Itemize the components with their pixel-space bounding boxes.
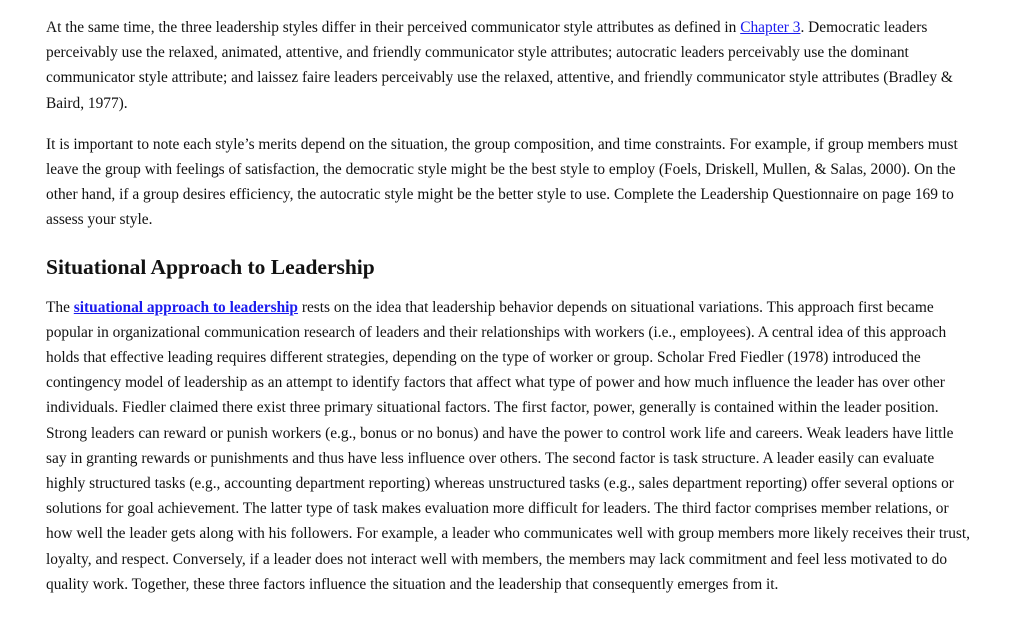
- paragraph-text: . Democratic leaders perceivably use the relaxed, animated, attentive, and friendly communicator style attributes; autocratic leaders perceivably use the dominant communicator style attribute; and laissez faire leaders perceivably use the relaxed, attentive, and friendly communicator style attributes (Bradley & Baird, 1977).: [46, 19, 953, 112]
- paragraph-style-merits: It is important to note each style’s merits depend on the situation, the group composition, and time constraints. For example, if group members must leave the group with feelings of satisfaction, the democratic style might be the best style to employ (Foels, Driskell, Mullen, & Salas, 2000). On the other hand, if a group desires efficiency, the autocratic style might be the better style to use. Complete the Leadership Questionnaire on page 169 to assess your style.: [46, 135, 958, 229]
- paragraph-text: The: [46, 298, 74, 316]
- paragraph-situational-approach: [46, 295, 976, 597]
- section-heading: Situational Approach to Leadership: [46, 254, 375, 279]
- chapter-3-link[interactable]: Chapter 3: [740, 19, 801, 36]
- paragraph-communicator-styles: [46, 15, 976, 116]
- situational-approach-link[interactable]: situational approach to leadership: [73, 298, 298, 316]
- article-content: [46, 15, 976, 597]
- paragraph-text: rests on the idea that leadership behavior depends on situational variations. This approach first became popular in organizational communication research of leaders and their relationships with workers (i.e., employees). A central idea of this approach holds that effective leading requires different strategies, depending on the type of worker or group. Scholar Fred Fiedler (1978) introduced the contingency model of leadership as an attempt to identify factors that affect what type of power and how much influence the leader has over other individuals. Fiedler claimed there exist three primary situational factors. The first factor, power, generally is contained within the leader position. Strong leaders can reward or punish workers (e.g., bonus or no bonus) and have the power to control work life and careers. Weak leaders have little say in granting rewards or punishments and thus have less influence over others. The second factor is task structure. A leader easily can evaluate highly structured tasks (e.g., accounting department reporting) whereas unstructured tasks (e.g., sales department reporting) offer several options or solutions for goal achievement. The latter type of task makes evaluation more difficult for leaders. The third factor comprises member relations, or how well the leader gets along with his followers. For example, a leader who communicates well with group members more likely receives their trust, loyalty, and respect. Conversely, if a leader does not interact well with members, the members may lack commitment and feel less motivated to do quality work. Together, these three factors influence the situation and the leadership that consequently emerges from it.: [46, 298, 971, 593]
- paragraph-text: At the same time, the three leadership styles differ in their perceived communicator style attributes as defined in: [46, 19, 741, 36]
